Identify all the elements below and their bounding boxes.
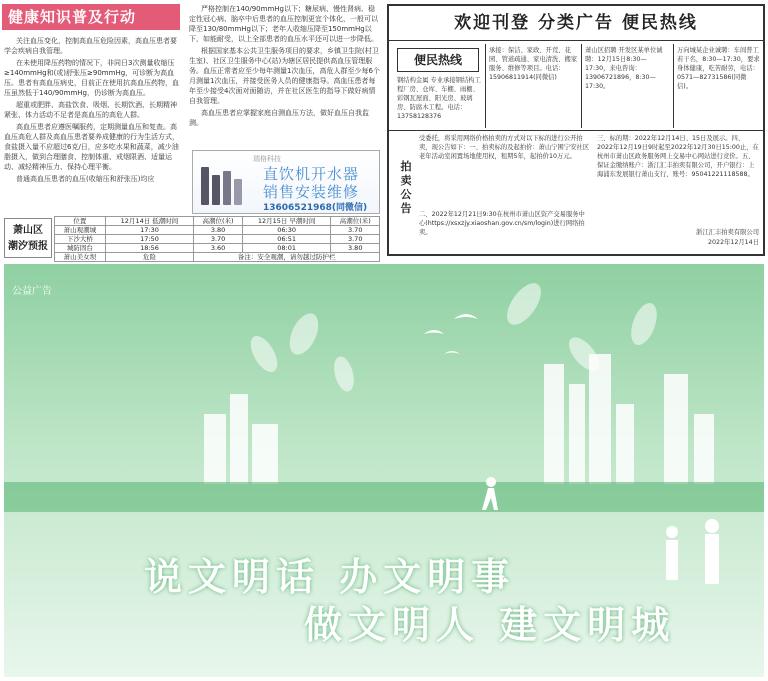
- table-cell: 危险: [105, 253, 194, 262]
- auction-notice-label: [397, 160, 415, 216]
- psa-slogan-line2: 做文明人 建文明城: [304, 602, 676, 647]
- tide-forecast-label: [4, 218, 52, 258]
- hotline-ad: 万向城某企业诚聘：车间普工若干名，8:30—17:30，要求身体健康，吃苦耐劳，电话：0571—82731586(同微信)。: [677, 47, 760, 90]
- tide-label-line: 萧山区: [13, 225, 43, 236]
- tide-label-line: 潮汐预报: [8, 241, 48, 252]
- table-cell: 萧山美女坝: [55, 253, 106, 262]
- riverbank: [4, 482, 764, 512]
- table-note: 备注：安全观潮，请勿越过防护栏: [194, 253, 380, 262]
- health-article-continued: [189, 4, 381, 130]
- section-divider: [389, 130, 763, 131]
- tide-table: [54, 216, 380, 262]
- dispenser-image: [201, 167, 209, 205]
- table-cell: 萧山观潮城: [55, 226, 106, 235]
- ad-phone: 13606521968(同微信): [263, 203, 368, 213]
- auction-signature-company: 浙江汇丰拍卖有限公司: [696, 229, 759, 236]
- auction-text: 三、标的期：2022年12月14日、15日及展示。四、2022年12月19日9时起至2022年12月30日15:00止，在杭州市萧山区政务服务网上交易中心网站进行竞价。五、保证金缴纳账户：浙江汇丰拍卖有限公司，开户银行：上海浦东发展银行萧山支行，账号：95041221118588。: [597, 135, 759, 178]
- auction-text: 二、2022年12月21日9:30在杭州市萧山区资产交易服务中心(https://xsxzjy.xiaoshan.gov.cn/sm/login)进行网络拍卖。: [419, 211, 585, 236]
- dispenser-image: [234, 179, 242, 205]
- health-paragraph: 高血压患者应遵医嘱服药，定期测量血压和复查。高血压高危人群及高血压患者要养成健康的行为生活方式，食盐摄入量不应超过6克/日，应多吃水果和蔬菜，减少油脂摄入，做到合理膳食、控制体重、戒烟限酒、适量运动、减轻精神压力、保持心理平衡。: [4, 123, 179, 171]
- top-section: [0, 0, 768, 262]
- table-cell: 17:50: [105, 235, 194, 244]
- health-paragraph: 普通高血压患者的血压(收缩压和舒张压)均应: [16, 175, 155, 183]
- auction-text: 受委托，将采用网络价格拍卖的方式对以下标的进行公开拍卖，现公告如下：一、拍卖标的及起拍价：萧山宁围宁安社区老年活动室闲置场地使用权，租期5年，起拍价10万元。: [419, 135, 590, 160]
- hotline-ad: 承接：保洁、家政、开荒、花园、管道疏通、家电清洗、搬家服务、维修等项目。电话：15906811914(同微信): [489, 47, 578, 81]
- table-row: [55, 226, 380, 235]
- table-cell: 3.80: [331, 244, 380, 253]
- ad-headline: 直饮机开水器: [263, 165, 360, 183]
- health-section-title: 健康知识普及行动: [2, 4, 180, 30]
- table-header: 位置: [55, 217, 106, 226]
- table-cell: 下沙大桥: [55, 235, 106, 244]
- bird-icons: [424, 314, 478, 354]
- table-cell: 3.70: [331, 235, 380, 244]
- table-header-row: [55, 217, 380, 226]
- auction-mark-char: 公: [400, 188, 412, 201]
- health-article: [4, 36, 182, 186]
- table-cell: 18:56: [105, 244, 194, 253]
- table-cell: 3.60: [194, 244, 243, 253]
- table-row: [55, 253, 380, 262]
- health-paragraph: 超重或肥胖、高盐饮食、吸烟、长期饮酒、长期精神紧张、体力活动不足者是高血压的高危人群。: [4, 101, 177, 119]
- auction-mark-char: 卖: [400, 174, 412, 187]
- hotline-title: 便民热线: [397, 48, 479, 72]
- table-cell: 城防固台: [55, 244, 106, 253]
- table-cell: 17:30: [105, 226, 194, 235]
- table-cell: 06:30: [242, 226, 331, 235]
- table-cell: 3.70: [194, 235, 243, 244]
- table-cell: 08:01: [242, 244, 331, 253]
- mid-paragraph: 高血压患者应掌握家庭自测血压方法，做好血压自我监测。: [189, 109, 369, 127]
- family-figure: [666, 519, 719, 584]
- table-header: 12月15日 早潮时间: [242, 217, 331, 226]
- health-paragraph: 在未使用降压药物的情况下，非同日3次测量收缩压≥140mmHg和(或)舒张压≥90mmHg，可诊断为高血压。患者有高血压病史，目前正在使用抗高血压药物，血压虽然低于140/90mmHg，仍诊断为高血压。: [4, 59, 179, 97]
- civilization-psa: [4, 264, 764, 677]
- table-cell: 3.70: [331, 226, 380, 235]
- column-divider: [581, 44, 582, 128]
- skyline: [204, 354, 714, 484]
- water-dispenser-ad: [192, 150, 380, 214]
- auction-mark-char: 告: [400, 202, 412, 215]
- table-header: 12月14日 低潮时间: [105, 217, 194, 226]
- mid-paragraph: 根据国家基本公共卫生服务项目的要求，乡镇卫生院(村卫生室)、社区卫生服务中心(站)为辖区居民提供高血压管理服务。血压正常者应至少每年测量1次血压，高危人群至少每6个月测量1次血压，并接受医务人员的健康指导。高血压患者每年至少接受4次面对面随访，并在社区医生的指导下做好病情自我管理。: [189, 47, 380, 105]
- ad-subheadline: 销售安装维修: [263, 183, 360, 201]
- table-cell: 3.80: [194, 226, 243, 235]
- psa-slogan-line1: 说文明话 办文明事: [144, 554, 516, 599]
- table-header: 高潮位(米): [194, 217, 243, 226]
- auction-signature-date: 2022年12月14日: [708, 239, 759, 246]
- hotline-ad: 萧山区招聘 开发区某单位诚聘：12月15日8:30—17:30，来电咨询：13906721896，8:30—17:30。: [585, 47, 663, 90]
- hotline-ad: 钢结构金属 专业承接钢结构工程厂房、仓库、车棚、雨棚、彩钢瓦屋面、阳光房、玻璃房、防腐木工程。电话：13758128376: [397, 77, 481, 120]
- table-cell: 06:51: [242, 235, 331, 244]
- table-header: 高潮位(米): [331, 217, 380, 226]
- column-divider: [485, 44, 486, 128]
- health-paragraph: 关注血压变化，控制高血压危险因素，高血压患者要学会疾病自我管理。: [4, 37, 177, 55]
- dispenser-image: [223, 171, 231, 205]
- dispenser-image: [212, 175, 220, 205]
- table-row: [55, 244, 380, 253]
- psa-tag: 公益广告: [12, 286, 52, 297]
- classified-ads-block: [387, 4, 765, 256]
- ad-brand: 瑞格科技: [253, 155, 281, 163]
- classified-banner: 欢迎刊登 分类广告 便民热线: [389, 6, 763, 41]
- column-divider: [673, 44, 674, 128]
- table-row: [55, 235, 380, 244]
- auction-mark-char: 拍: [400, 160, 412, 173]
- mid-paragraph: 严格控制在140/90mmHg以下；糖尿病、慢性肾病、稳定性冠心病、脑卒中后患者的血压控制更宜个体化，一般可以降至130/80mmHg以下；老年人收缩压降至150mmHg以下，如能耐受，以上全部患者的血压水平还可以进一步降低。: [189, 5, 378, 43]
